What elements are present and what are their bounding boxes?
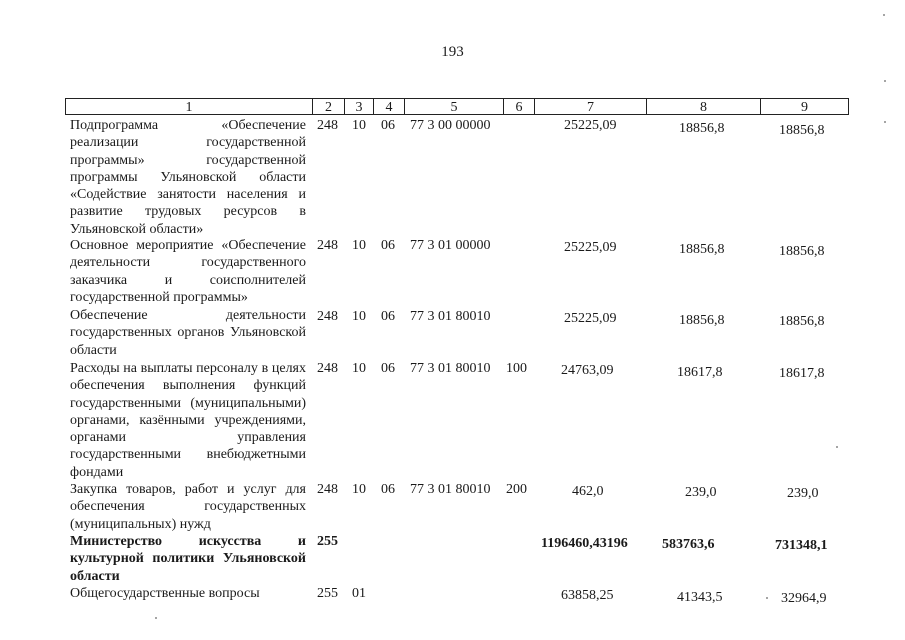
header-col-4: 4: [373, 98, 405, 115]
cell-c7: 25225,09: [564, 118, 617, 133]
cell-c3: 10: [352, 482, 366, 497]
cell-c7: 462,0: [572, 484, 604, 499]
cell-c6: 200: [506, 482, 527, 497]
cell-c5: 77 3 01 00000: [410, 238, 491, 253]
cell-c5: 77 3 01 80010: [410, 482, 491, 497]
cell-c8: 18856,8: [679, 121, 725, 136]
cell-c2: 248: [317, 361, 338, 376]
cell-c3: 01: [352, 586, 366, 601]
header-col-7: 7: [534, 98, 647, 115]
row-name: Основное мероприятие «Обеспечение деятельности государственного заказчика и соисполнителей государственной программы»: [70, 238, 306, 305]
cell-c4: 06: [381, 482, 395, 497]
cell-c9: 18856,8: [779, 244, 825, 259]
header-col-6: 6: [503, 98, 535, 115]
cell-c8: 583763,6: [662, 537, 715, 552]
cell-c4: 06: [381, 361, 395, 376]
cell-c3: 10: [352, 361, 366, 376]
cell-c9: 731348,1: [775, 538, 828, 553]
cell-c2: 248: [317, 482, 338, 497]
cell-c7: 25225,09: [564, 311, 617, 326]
cell-c7: 1196460,43196: [541, 536, 628, 551]
cell-c9: 32964,9: [781, 591, 827, 606]
header-col-1: 1: [65, 98, 313, 115]
cell-c8: 18856,8: [679, 242, 725, 257]
page-number: 193: [441, 44, 464, 60]
cell-c2: 248: [317, 238, 338, 253]
cell-c2: 248: [317, 118, 338, 133]
cell-c9: 18617,8: [779, 366, 825, 381]
cell-c5: 77 3 01 80010: [410, 309, 491, 324]
cell-c5: 77 3 01 80010: [410, 361, 491, 376]
header-col-9: 9: [760, 98, 849, 115]
cell-c8: 18617,8: [677, 365, 723, 380]
cell-c7: 25225,09: [564, 240, 617, 255]
cell-c3: 10: [352, 309, 366, 324]
cell-c8: 239,0: [685, 485, 717, 500]
row-name: Обеспечение деятельности государственных органов Ульяновской области: [70, 308, 306, 358]
scan-speck: [766, 597, 768, 599]
cell-c3: 10: [352, 238, 366, 253]
cell-c9: 239,0: [787, 486, 819, 501]
cell-c8: 41343,5: [677, 590, 723, 605]
cell-c4: 06: [381, 118, 395, 133]
cell-c2: 255: [317, 586, 338, 601]
header-col-8: 8: [646, 98, 761, 115]
scan-speck: [884, 80, 886, 82]
cell-c2: 255: [317, 534, 338, 549]
scan-speck: [884, 121, 886, 123]
cell-c5: 77 3 00 00000: [410, 118, 491, 133]
row-name: Закупка товаров, работ и услуг для обеспечения государственных (муниципальных) нужд: [70, 482, 306, 532]
cell-c4: 06: [381, 238, 395, 253]
cell-c7: 63858,25: [561, 588, 614, 603]
header-col-5: 5: [404, 98, 504, 115]
scan-speck: [883, 14, 885, 16]
row-name: Министерство искусства и культурной политики Ульяновской области: [70, 534, 306, 584]
cell-c9: 18856,8: [779, 314, 825, 329]
cell-c6: 100: [506, 361, 527, 376]
cell-c7: 24763,09: [561, 363, 614, 378]
row-name: Подпрограмма «Обеспечение реализации государственной программы» государственной программы Ульяновской области «Содействие занятости населения и развитие трудовых ресурсов в Ульяновской области»: [70, 118, 306, 237]
cell-c3: 10: [352, 118, 366, 133]
header-col-3: 3: [344, 98, 374, 115]
cell-c9: 18856,8: [779, 123, 825, 138]
scan-speck: [836, 446, 838, 448]
row-name: Расходы на выплаты персоналу в целях обеспечения выполнения функций государственными (муниципальными) органами, казёнными учреждениями, органами управления государственными внебюджетными фондами: [70, 361, 306, 480]
row-name: Общегосударственные вопросы: [70, 586, 260, 601]
scan-speck: [155, 617, 157, 619]
cell-c4: 06: [381, 309, 395, 324]
cell-c8: 18856,8: [679, 313, 725, 328]
header-col-2: 2: [312, 98, 345, 115]
cell-c2: 248: [317, 309, 338, 324]
